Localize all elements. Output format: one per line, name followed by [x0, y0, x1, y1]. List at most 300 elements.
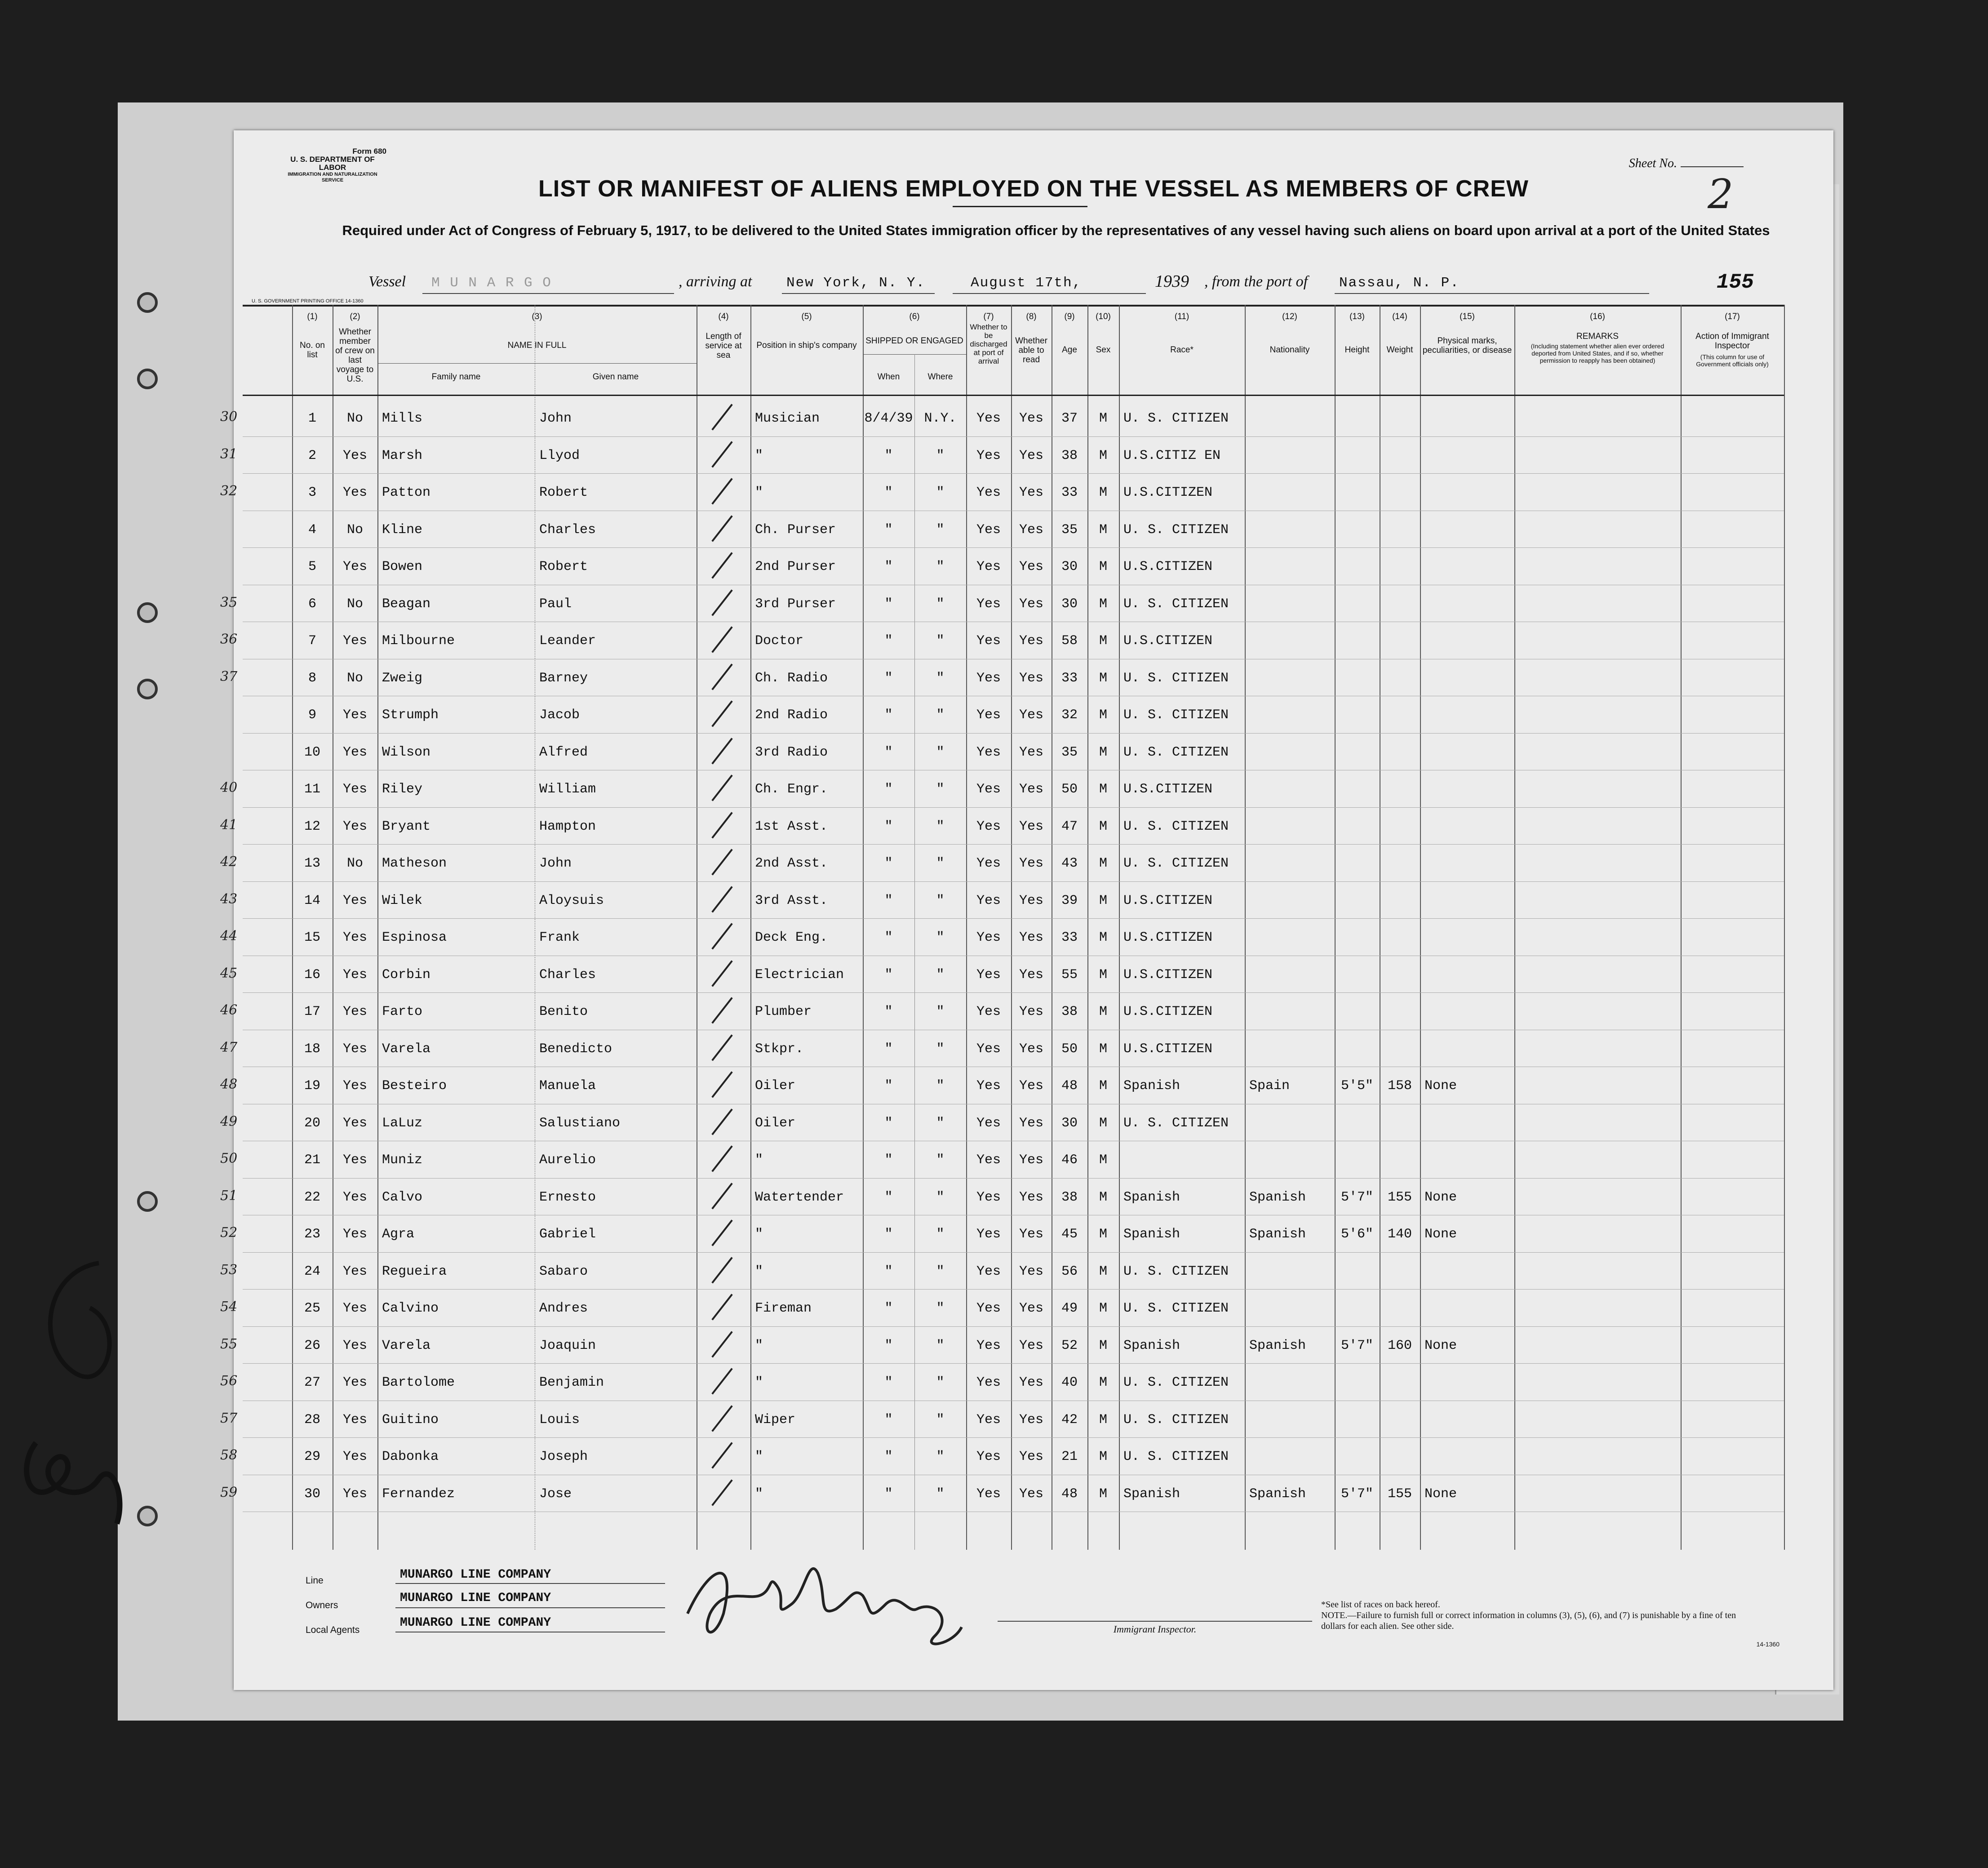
cell-age: 48 — [1061, 1078, 1078, 1094]
margin-line-number: 55 — [220, 1336, 238, 1352]
margin-line-number: 54 — [220, 1299, 238, 1315]
service-length-mark — [711, 1405, 732, 1432]
cell-sex: M — [1099, 1375, 1107, 1390]
cell-last-voyage: Yes — [342, 1338, 367, 1353]
departure-port: Nassau, N. P. — [1339, 275, 1460, 291]
service-length-mark — [711, 738, 732, 764]
margin-line-number: 32 — [220, 483, 238, 499]
table-row — [243, 733, 1784, 770]
cell-no: 13 — [304, 856, 320, 871]
cell-age: 38 — [1061, 1004, 1078, 1019]
cell-family-name: Riley — [382, 782, 423, 797]
cell-when: " — [884, 1486, 893, 1502]
cell-when: " — [884, 1189, 893, 1205]
service-length-mark — [711, 1219, 732, 1246]
cell-sex: M — [1099, 485, 1107, 500]
cell-physical-marks: None — [1424, 1078, 1457, 1094]
cell-race: U. S. CITIZEN — [1123, 596, 1229, 612]
cell-sex: M — [1099, 1004, 1107, 1019]
cell-no: 9 — [308, 707, 316, 723]
cell-given-name: Leander — [539, 633, 596, 649]
cell-read: Yes — [1019, 930, 1043, 945]
cell-height: 5'7" — [1340, 1486, 1373, 1502]
printing-form-code: 14-1360 — [345, 298, 364, 304]
cell-no: 8 — [308, 670, 316, 686]
cell-sex: M — [1099, 1263, 1107, 1279]
cell-race: Spanish — [1123, 1227, 1180, 1242]
cell-age: 58 — [1061, 633, 1078, 649]
cell-last-voyage: Yes — [342, 485, 367, 500]
page-number: 155 — [1717, 271, 1754, 294]
cell-discharged: Yes — [976, 670, 1001, 686]
cell-last-voyage: Yes — [342, 1004, 367, 1019]
service-length-mark — [711, 997, 732, 1023]
cell-no: 14 — [304, 893, 320, 908]
cell-height: 5'6" — [1340, 1227, 1373, 1242]
cell-last-voyage: Yes — [342, 707, 367, 723]
cell-when: " — [884, 967, 893, 983]
cell-age: 30 — [1061, 596, 1078, 612]
col-head-no: No. on list — [300, 341, 325, 360]
cell-given-name: Aurelio — [539, 1152, 596, 1168]
table-row — [220, 1104, 1784, 1141]
table-row — [220, 844, 1784, 881]
service-length-mark — [711, 552, 732, 578]
cell-age: 38 — [1061, 448, 1078, 463]
cell-where: N.Y. — [924, 411, 957, 426]
col-divider — [1784, 305, 1785, 1550]
margin-line-number: 36 — [220, 632, 238, 647]
cell-last-voyage: Yes — [342, 744, 367, 760]
cell-given-name: Robert — [539, 559, 588, 574]
vessel-name: M U N A R G O — [431, 275, 552, 291]
cell-where: " — [936, 596, 945, 612]
vessel-label: Vessel — [368, 273, 406, 290]
date-underline — [953, 293, 1146, 294]
cell-no: 29 — [304, 1449, 320, 1464]
col-num-9: (9) — [1064, 312, 1075, 321]
cell-age: 35 — [1061, 744, 1078, 760]
cell-when: " — [884, 485, 893, 500]
cell-read: Yes — [1019, 1301, 1043, 1316]
manifest-table — [220, 298, 1784, 1550]
cell-position: 3rd Radio — [755, 744, 828, 760]
service-length-mark — [711, 812, 732, 838]
cell-sex: M — [1099, 930, 1107, 945]
cell-race: U.S.CITIZEN — [1123, 1041, 1213, 1057]
margin-line-number: 31 — [220, 446, 238, 462]
cell-where: " — [936, 744, 945, 760]
cell-family-name: Muniz — [382, 1152, 423, 1168]
cell-given-name: Alfred — [539, 744, 588, 760]
inspector-signature — [683, 1546, 971, 1654]
cell-age: 30 — [1061, 1115, 1078, 1131]
cell-sex: M — [1099, 1115, 1107, 1131]
agents-label: Local Agents — [306, 1625, 360, 1635]
cell-position: " — [755, 1486, 763, 1502]
cell-last-voyage: Yes — [342, 448, 367, 463]
cell-discharged: Yes — [976, 633, 1001, 649]
col-num-17: (17) — [1725, 312, 1740, 321]
cell-discharged: Yes — [976, 856, 1001, 871]
cell-no: 17 — [304, 1004, 320, 1019]
cell-where: " — [936, 522, 945, 538]
line-label: Line — [306, 1575, 324, 1586]
printing-office-mark — [252, 298, 364, 304]
cell-when: 8/4/39 — [864, 411, 913, 426]
cell-position: 3rd Asst. — [755, 893, 828, 908]
cell-sex: M — [1099, 1412, 1107, 1428]
cell-sex: M — [1099, 596, 1107, 612]
col-head-action: Action of Immigrant Inspector — [1695, 332, 1769, 351]
col-num-13: (13) — [1349, 312, 1365, 321]
col-head-age: Age — [1062, 345, 1077, 355]
cell-last-voyage: No — [346, 856, 363, 871]
cell-read: Yes — [1019, 856, 1043, 871]
cell-when: " — [884, 448, 893, 463]
cell-discharged: Yes — [976, 1041, 1001, 1057]
cell-last-voyage: Yes — [342, 1375, 367, 1390]
cell-nationality: Spanish — [1249, 1338, 1306, 1353]
cell-age: 30 — [1061, 559, 1078, 574]
cell-given-name: Jacob — [539, 707, 580, 723]
margin-line-number: 42 — [220, 854, 238, 870]
cell-race: U. S. CITIZEN — [1123, 707, 1229, 723]
col-num-16: (16) — [1590, 312, 1605, 321]
cell-where: " — [936, 1449, 945, 1464]
cell-no: 18 — [304, 1041, 320, 1057]
cell-race: Spanish — [1123, 1078, 1180, 1094]
cell-position: Stkpr. — [755, 1041, 804, 1057]
cell-last-voyage: No — [346, 411, 363, 426]
printing-office: U. S. GOVERNMENT PRINTING OFFICE — [252, 298, 344, 304]
margin-scribble — [9, 1254, 162, 1546]
table-row — [220, 1401, 1784, 1437]
cell-where: " — [936, 633, 945, 649]
cell-age: 33 — [1061, 930, 1078, 945]
cell-race: U. S. CITIZEN — [1123, 1263, 1229, 1279]
cell-position: Plumber — [755, 1004, 812, 1019]
cell-last-voyage: No — [346, 522, 363, 538]
cell-discharged: Yes — [976, 1449, 1001, 1464]
cell-no: 22 — [304, 1189, 320, 1205]
cell-age: 32 — [1061, 707, 1078, 723]
col-head-shipped: SHIPPED OR ENGAGED — [865, 336, 963, 346]
col-head-given: Given name — [592, 372, 639, 382]
cell-family-name: Varela — [382, 1041, 431, 1057]
cell-where: " — [936, 448, 945, 463]
table-row — [220, 956, 1784, 992]
cell-discharged: Yes — [976, 1189, 1001, 1205]
sheet-number-label: Sheet No. — [1629, 156, 1677, 170]
cell-weight: 155 — [1387, 1189, 1412, 1205]
cell-age: 39 — [1061, 893, 1078, 908]
col-head-read: Whether able to read — [1015, 336, 1047, 365]
cell-discharged: Yes — [976, 1078, 1001, 1094]
service-length-mark — [711, 1034, 732, 1061]
cell-family-name: Espinosa — [382, 930, 447, 945]
name-subrule — [377, 363, 697, 364]
footer-note-block — [1321, 1599, 1744, 1632]
cell-no: 5 — [308, 559, 316, 574]
port-underline — [782, 293, 935, 294]
cell-discharged: Yes — [976, 930, 1001, 945]
cell-last-voyage: Yes — [342, 559, 367, 574]
cell-family-name: Calvo — [382, 1189, 423, 1205]
cell-given-name: Llyod — [539, 448, 580, 463]
cell-nationality: Spanish — [1249, 1486, 1306, 1502]
cell-given-name: Jose — [539, 1486, 572, 1502]
form-code: 14-1360 — [1756, 1641, 1779, 1648]
cell-position: 2nd Purser — [755, 559, 836, 574]
margin-line-number: 40 — [220, 780, 238, 796]
cell-family-name: LaLuz — [382, 1115, 423, 1131]
table-row — [220, 1475, 1784, 1512]
cell-read: Yes — [1019, 1227, 1043, 1242]
cell-sex: M — [1099, 744, 1107, 760]
cell-when: " — [884, 1412, 893, 1428]
cell-family-name: Bartolome — [382, 1375, 455, 1390]
cell-read: Yes — [1019, 893, 1043, 908]
binder-ring — [137, 679, 158, 699]
cell-race: U.S.CITIZEN — [1123, 1004, 1213, 1019]
cell-when: " — [884, 522, 893, 538]
penalty-note: NOTE.—Failure to furnish full or correct information in columns (3), (5), (6), and (7) is punishable by a fine of ten dollars for each alien. See other side. — [1321, 1610, 1736, 1631]
margin-line-number: 44 — [220, 928, 238, 944]
cell-discharged: Yes — [976, 1227, 1001, 1242]
cell-where: " — [936, 1338, 945, 1353]
cell-race: U. S. CITIZEN — [1123, 1115, 1229, 1131]
cell-when: " — [884, 782, 893, 797]
cell-no: 26 — [304, 1338, 320, 1353]
cell-read: Yes — [1019, 1486, 1043, 1502]
cell-age: 48 — [1061, 1486, 1078, 1502]
margin-line-number: 58 — [220, 1447, 238, 1463]
cell-family-name: Calvino — [382, 1301, 439, 1316]
cell-family-name: Varela — [382, 1338, 431, 1353]
cell-family-name: Guitino — [382, 1412, 439, 1428]
cell-sex: M — [1099, 559, 1107, 574]
cell-given-name: Sabaro — [539, 1263, 588, 1279]
cell-given-name: Louis — [539, 1412, 580, 1428]
cell-where: " — [936, 485, 945, 500]
cell-sex: M — [1099, 1152, 1107, 1168]
table-row — [220, 918, 1784, 955]
cell-age: 55 — [1061, 967, 1078, 983]
cell-height: 5'5" — [1340, 1078, 1373, 1094]
cell-position: Musician — [755, 411, 820, 426]
col-head-weight: Weight — [1386, 345, 1413, 355]
cell-race: U. S. CITIZEN — [1123, 856, 1229, 871]
service-length-mark — [711, 1108, 732, 1135]
col-num-10: (10) — [1096, 312, 1111, 321]
cell-age: 49 — [1061, 1301, 1078, 1316]
cell-last-voyage: Yes — [342, 1449, 367, 1464]
cell-where: " — [936, 1041, 945, 1057]
cell-no: 6 — [308, 596, 316, 612]
cell-given-name: Charles — [539, 522, 596, 538]
cell-no: 21 — [304, 1152, 320, 1168]
margin-line-number: 52 — [220, 1225, 238, 1241]
cell-race: U. S. CITIZEN — [1123, 1449, 1229, 1464]
cell-family-name: Beagan — [382, 596, 431, 612]
col-head-action-note: (This column for use of Government officials only) — [1696, 353, 1769, 368]
cell-last-voyage: Yes — [342, 782, 367, 797]
cell-read: Yes — [1019, 411, 1043, 426]
cell-given-name: Ernesto — [539, 1189, 596, 1205]
cell-when: " — [884, 1004, 893, 1019]
cell-when: " — [884, 744, 893, 760]
col-head-nationality: Nationality — [1269, 345, 1310, 355]
cell-when: " — [884, 930, 893, 945]
cell-read: Yes — [1019, 1375, 1043, 1390]
cell-position: " — [755, 1263, 763, 1279]
cell-where: " — [936, 893, 945, 908]
cell-given-name: Aloysuis — [539, 893, 604, 908]
cell-discharged: Yes — [976, 596, 1001, 612]
cell-given-name: Frank — [539, 930, 580, 945]
cell-discharged: Yes — [976, 448, 1001, 463]
cell-race: U.S.CITIZEN — [1123, 967, 1213, 983]
cell-no: 10 — [304, 744, 320, 760]
table-row — [243, 696, 1784, 733]
owners-label: Owners — [306, 1600, 338, 1610]
cell-family-name: Zweig — [382, 670, 423, 686]
cell-discharged: Yes — [976, 1375, 1001, 1390]
cell-when: " — [884, 1301, 893, 1316]
col-num-14: (14) — [1392, 312, 1407, 321]
cell-age: 43 — [1061, 856, 1078, 871]
line-underline — [395, 1583, 665, 1584]
table-row — [220, 436, 1784, 473]
cell-nationality: Spanish — [1249, 1189, 1306, 1205]
cell-age: 56 — [1061, 1263, 1078, 1279]
service-length-mark — [711, 441, 732, 467]
cell-discharged: Yes — [976, 967, 1001, 983]
table-row — [220, 1178, 1784, 1215]
cell-nationality: Spain — [1249, 1078, 1290, 1094]
col-head-height: Height — [1345, 345, 1370, 355]
cell-family-name: Fernandez — [382, 1486, 455, 1502]
cell-position: 1st Asst. — [755, 818, 828, 834]
margin-line-number: 59 — [220, 1484, 238, 1500]
cell-family-name: Dabonka — [382, 1449, 439, 1464]
col-num-8: (8) — [1026, 312, 1037, 321]
cell-weight: 160 — [1387, 1338, 1412, 1353]
cell-when: " — [884, 1078, 893, 1094]
cell-last-voyage: Yes — [342, 818, 367, 834]
agents-value: MUNARGO LINE COMPANY — [400, 1616, 551, 1630]
cell-read: Yes — [1019, 967, 1043, 983]
cell-no: 28 — [304, 1412, 320, 1428]
cell-sex: M — [1099, 1078, 1107, 1094]
cell-family-name: Kline — [382, 522, 423, 538]
cell-race: U.S.CITIZEN — [1123, 485, 1213, 500]
cell-position: " — [755, 448, 763, 463]
cell-last-voyage: Yes — [342, 1301, 367, 1316]
cell-when: " — [884, 893, 893, 908]
cell-physical-marks: None — [1424, 1338, 1457, 1353]
cell-no: 25 — [304, 1301, 320, 1316]
cell-physical-marks: None — [1424, 1486, 1457, 1502]
cell-last-voyage: Yes — [342, 1115, 367, 1131]
cell-read: Yes — [1019, 633, 1043, 649]
cell-position: Electrician — [755, 967, 844, 983]
cell-no: 2 — [308, 448, 316, 463]
table-row — [220, 1289, 1784, 1326]
col-num-15: (15) — [1460, 312, 1475, 321]
table-row — [243, 511, 1784, 547]
cell-where: " — [936, 1263, 945, 1279]
service-length-mark — [711, 589, 732, 616]
table-row — [220, 622, 1784, 658]
header-bottom-rule — [243, 395, 1784, 396]
table-row — [220, 1437, 1784, 1474]
cell-discharged: Yes — [976, 485, 1001, 500]
table-row — [220, 1141, 1784, 1178]
cell-sex: M — [1099, 522, 1107, 538]
col-num-12: (12) — [1282, 312, 1297, 321]
cell-race: U. S. CITIZEN — [1123, 1412, 1229, 1428]
cell-read: Yes — [1019, 707, 1043, 723]
cell-last-voyage: Yes — [342, 1189, 367, 1205]
cell-race: U. S. CITIZEN — [1123, 744, 1229, 760]
service-length-mark — [711, 886, 732, 912]
margin-line-number: 51 — [220, 1188, 238, 1204]
cell-race: U.S.CITIZEN — [1123, 633, 1213, 649]
arriving-label: , arriving at — [679, 273, 752, 290]
cell-no: 19 — [304, 1078, 320, 1094]
cell-when: " — [884, 1449, 893, 1464]
cell-age: 50 — [1061, 782, 1078, 797]
sheet-number-field — [1629, 156, 1744, 171]
cell-sex: M — [1099, 856, 1107, 871]
cell-position: Fireman — [755, 1301, 812, 1316]
table-row — [220, 992, 1784, 1029]
binder-ring — [137, 292, 158, 313]
cell-sex: M — [1099, 967, 1107, 983]
col-head-discharged: Whether to be discharged at port of arrival — [970, 323, 1007, 365]
cell-age: 33 — [1061, 485, 1078, 500]
cell-race: Spanish — [1123, 1189, 1180, 1205]
cell-position: " — [755, 1338, 763, 1353]
cell-discharged: Yes — [976, 1301, 1001, 1316]
cell-race: U. S. CITIZEN — [1123, 670, 1229, 686]
margin-line-number: 48 — [220, 1076, 238, 1092]
cell-where: " — [936, 1115, 945, 1131]
table-row — [220, 473, 1784, 510]
cell-no: 4 — [308, 522, 316, 538]
inspector-label: Immigrant Inspector. — [998, 1621, 1312, 1635]
service-length-mark — [711, 478, 732, 504]
owners-underline — [395, 1607, 665, 1608]
cell-position: Doctor — [755, 633, 804, 649]
cell-weight: 155 — [1387, 1486, 1412, 1502]
cell-read: Yes — [1019, 559, 1043, 574]
cell-sex: M — [1099, 1486, 1107, 1502]
cell-position: Deck Eng. — [755, 930, 828, 945]
cell-sex: M — [1099, 707, 1107, 723]
service-length-mark — [711, 774, 732, 801]
cell-given-name: Joseph — [539, 1449, 588, 1464]
service-length-mark — [711, 1071, 732, 1098]
cell-when: " — [884, 1375, 893, 1390]
cell-nationality: Spanish — [1249, 1227, 1306, 1242]
binder-ring — [137, 369, 158, 389]
cell-discharged: Yes — [976, 1115, 1001, 1131]
cell-age: 38 — [1061, 1189, 1078, 1205]
cell-no: 12 — [304, 818, 320, 834]
